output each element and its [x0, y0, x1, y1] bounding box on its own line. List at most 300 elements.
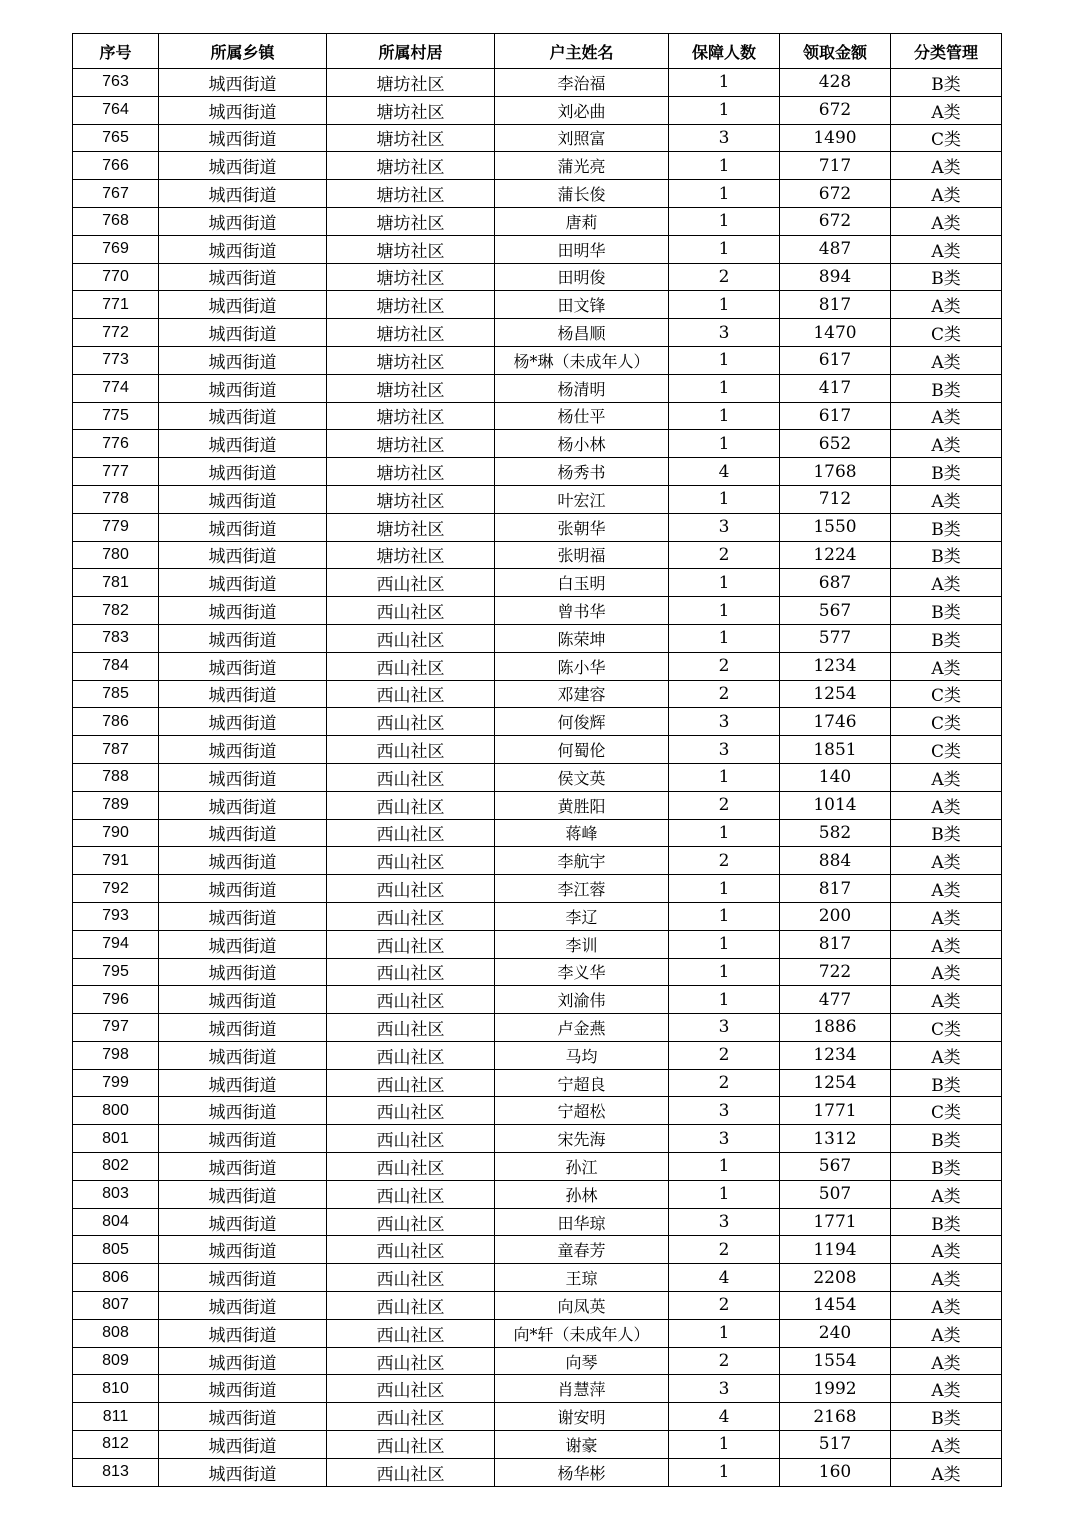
cell-people-count: 1: [669, 597, 780, 625]
cell-household-head: 杨小林: [495, 430, 669, 458]
cell-people-count: 3: [669, 736, 780, 764]
cell-amount: 2208: [780, 1264, 891, 1292]
cell-town: 城西街道: [159, 1236, 327, 1264]
cell-village: 西山社区: [327, 1014, 495, 1042]
cell-category: C类: [891, 708, 1002, 736]
cell-household-head: 谢豪: [495, 1431, 669, 1459]
cell-village: 西山社区: [327, 958, 495, 986]
table-row: [73, 1236, 1002, 1264]
cell-amount: 1194: [780, 1236, 891, 1264]
cell-household-head: 张朝华: [495, 513, 669, 541]
table-row: [73, 346, 1002, 374]
cell-amount: 1234: [780, 1041, 891, 1069]
cell-serial-number: 795: [73, 958, 159, 986]
cell-amount: 487: [780, 235, 891, 263]
cell-town: 城西街道: [159, 930, 327, 958]
cell-household-head: 黄胜阳: [495, 791, 669, 819]
cell-village: 西山社区: [327, 819, 495, 847]
cell-people-count: 1: [669, 986, 780, 1014]
cell-serial-number: 809: [73, 1347, 159, 1375]
cell-category: B类: [891, 1125, 1002, 1153]
cell-village: 西山社区: [327, 597, 495, 625]
cell-serial-number: 804: [73, 1208, 159, 1236]
cell-town: 城西街道: [159, 1264, 327, 1292]
cell-amount: 1550: [780, 513, 891, 541]
cell-serial-number: 798: [73, 1041, 159, 1069]
cell-town: 城西街道: [159, 346, 327, 374]
cell-household-head: 刘必曲: [495, 96, 669, 124]
cell-category: A类: [891, 291, 1002, 319]
cell-village: 西山社区: [327, 847, 495, 875]
cell-town: 城西街道: [159, 847, 327, 875]
cell-household-head: 向琴: [495, 1347, 669, 1375]
cell-category: B类: [891, 1153, 1002, 1181]
cell-serial-number: 811: [73, 1403, 159, 1431]
cell-village: 西山社区: [327, 902, 495, 930]
cell-household-head: 李治福: [495, 69, 669, 97]
cell-town: 城西街道: [159, 513, 327, 541]
cell-category: A类: [891, 791, 1002, 819]
cell-people-count: 1: [669, 402, 780, 430]
cell-category: A类: [891, 180, 1002, 208]
table-row: [73, 1041, 1002, 1069]
cell-household-head: 蒋峰: [495, 819, 669, 847]
cell-serial-number: 769: [73, 235, 159, 263]
header-serial-number: 序号: [73, 34, 159, 69]
cell-category: C类: [891, 1097, 1002, 1125]
cell-category: A类: [891, 1319, 1002, 1347]
cell-category: A类: [891, 96, 1002, 124]
cell-people-count: 1: [669, 207, 780, 235]
cell-serial-number: 766: [73, 152, 159, 180]
table-row: [73, 736, 1002, 764]
cell-people-count: 2: [669, 791, 780, 819]
cell-town: 城西街道: [159, 1041, 327, 1069]
table-row: [73, 1458, 1002, 1486]
cell-town: 城西街道: [159, 319, 327, 347]
cell-people-count: 4: [669, 458, 780, 486]
cell-people-count: 1: [669, 902, 780, 930]
cell-people-count: 1: [669, 152, 780, 180]
cell-category: A类: [891, 1264, 1002, 1292]
cell-category: A类: [891, 986, 1002, 1014]
cell-serial-number: 773: [73, 346, 159, 374]
cell-town: 城西街道: [159, 235, 327, 263]
cell-serial-number: 778: [73, 485, 159, 513]
cell-town: 城西街道: [159, 1375, 327, 1403]
cell-village: 西山社区: [327, 708, 495, 736]
cell-people-count: 1: [669, 1153, 780, 1181]
cell-amount: 1768: [780, 458, 891, 486]
table-row: [73, 485, 1002, 513]
cell-household-head: 肖慧萍: [495, 1375, 669, 1403]
table-row: [73, 680, 1002, 708]
cell-village: 塘坊社区: [327, 485, 495, 513]
cell-village: 西山社区: [327, 875, 495, 903]
cell-category: A类: [891, 1375, 1002, 1403]
cell-amount: 1886: [780, 1014, 891, 1042]
table-row: [73, 319, 1002, 347]
cell-category: B类: [891, 597, 1002, 625]
cell-amount: 417: [780, 374, 891, 402]
cell-town: 城西街道: [159, 1125, 327, 1153]
cell-amount: 428: [780, 69, 891, 97]
cell-people-count: 1: [669, 96, 780, 124]
cell-village: 西山社区: [327, 1125, 495, 1153]
table-row: [73, 1264, 1002, 1292]
cell-town: 城西街道: [159, 1319, 327, 1347]
cell-people-count: 2: [669, 652, 780, 680]
cell-village: 塘坊社区: [327, 263, 495, 291]
cell-village: 西山社区: [327, 1403, 495, 1431]
cell-serial-number: 782: [73, 597, 159, 625]
cell-village: 塘坊社区: [327, 69, 495, 97]
cell-household-head: 田文锋: [495, 291, 669, 319]
table-row: [73, 263, 1002, 291]
table-header: [73, 34, 1002, 69]
cell-people-count: 2: [669, 680, 780, 708]
cell-household-head: 卢金燕: [495, 1014, 669, 1042]
cell-category: A类: [891, 430, 1002, 458]
cell-household-head: 何蜀伦: [495, 736, 669, 764]
cell-people-count: 1: [669, 569, 780, 597]
cell-household-head: 陈小华: [495, 652, 669, 680]
table-row: [73, 291, 1002, 319]
table-row: [73, 1014, 1002, 1042]
cell-household-head: 田明华: [495, 235, 669, 263]
cell-people-count: 2: [669, 1041, 780, 1069]
cell-household-head: 侯文英: [495, 763, 669, 791]
cell-town: 城西街道: [159, 152, 327, 180]
cell-village: 塘坊社区: [327, 180, 495, 208]
cell-village: 西山社区: [327, 986, 495, 1014]
cell-category: A类: [891, 763, 1002, 791]
cell-village: 西山社区: [327, 763, 495, 791]
cell-people-count: 1: [669, 1319, 780, 1347]
cell-people-count: 4: [669, 1403, 780, 1431]
cell-category: A类: [891, 1236, 1002, 1264]
cell-serial-number: 768: [73, 207, 159, 235]
cell-category: B类: [891, 69, 1002, 97]
cell-category: A类: [891, 1292, 1002, 1320]
cell-serial-number: 788: [73, 763, 159, 791]
table-row: [73, 69, 1002, 97]
cell-people-count: 2: [669, 847, 780, 875]
cell-people-count: 2: [669, 1347, 780, 1375]
table-row: [73, 374, 1002, 402]
cell-people-count: 2: [669, 1236, 780, 1264]
table-row: [73, 402, 1002, 430]
cell-village: 西山社区: [327, 1458, 495, 1486]
table-row: [73, 180, 1002, 208]
cell-village: 塘坊社区: [327, 346, 495, 374]
cell-household-head: 宁超松: [495, 1097, 669, 1125]
cell-household-head: 陈荣坤: [495, 624, 669, 652]
table-row: [73, 1180, 1002, 1208]
cell-village: 塘坊社区: [327, 430, 495, 458]
cell-amount: 817: [780, 930, 891, 958]
welfare-roster-table: [72, 33, 1002, 1487]
cell-town: 城西街道: [159, 69, 327, 97]
cell-town: 城西街道: [159, 180, 327, 208]
cell-household-head: 王琼: [495, 1264, 669, 1292]
cell-household-head: 刘渝伟: [495, 986, 669, 1014]
cell-category: B类: [891, 1208, 1002, 1236]
cell-amount: 200: [780, 902, 891, 930]
cell-amount: 1254: [780, 1069, 891, 1097]
cell-town: 城西街道: [159, 458, 327, 486]
cell-serial-number: 802: [73, 1153, 159, 1181]
cell-serial-number: 770: [73, 263, 159, 291]
cell-amount: 582: [780, 819, 891, 847]
cell-town: 城西街道: [159, 291, 327, 319]
cell-amount: 817: [780, 291, 891, 319]
cell-category: A类: [891, 485, 1002, 513]
cell-people-count: 3: [669, 708, 780, 736]
cell-serial-number: 813: [73, 1458, 159, 1486]
cell-amount: 1234: [780, 652, 891, 680]
cell-category: A类: [891, 1347, 1002, 1375]
cell-household-head: 谢安明: [495, 1403, 669, 1431]
cell-serial-number: 779: [73, 513, 159, 541]
table-row: [73, 207, 1002, 235]
cell-serial-number: 767: [73, 180, 159, 208]
cell-amount: 617: [780, 402, 891, 430]
cell-amount: 1771: [780, 1097, 891, 1125]
cell-town: 城西街道: [159, 1069, 327, 1097]
cell-category: B类: [891, 263, 1002, 291]
cell-people-count: 1: [669, 958, 780, 986]
cell-people-count: 1: [669, 180, 780, 208]
cell-serial-number: 786: [73, 708, 159, 736]
cell-household-head: 蒲长俊: [495, 180, 669, 208]
table-body: [73, 69, 1002, 1487]
cell-serial-number: 812: [73, 1431, 159, 1459]
cell-town: 城西街道: [159, 1097, 327, 1125]
cell-serial-number: 790: [73, 819, 159, 847]
cell-village: 塘坊社区: [327, 374, 495, 402]
cell-town: 城西街道: [159, 652, 327, 680]
table-row: [73, 541, 1002, 569]
cell-town: 城西街道: [159, 708, 327, 736]
table-row: [73, 1097, 1002, 1125]
cell-amount: 1554: [780, 1347, 891, 1375]
cell-category: C类: [891, 680, 1002, 708]
cell-village: 西山社区: [327, 736, 495, 764]
cell-household-head: 张明福: [495, 541, 669, 569]
cell-town: 城西街道: [159, 485, 327, 513]
cell-village: 西山社区: [327, 1264, 495, 1292]
cell-town: 城西街道: [159, 1431, 327, 1459]
table-row: [73, 597, 1002, 625]
cell-household-head: 杨仕平: [495, 402, 669, 430]
cell-category: A类: [891, 847, 1002, 875]
cell-category: C类: [891, 319, 1002, 347]
cell-village: 西山社区: [327, 680, 495, 708]
cell-serial-number: 785: [73, 680, 159, 708]
cell-category: C类: [891, 124, 1002, 152]
cell-amount: 652: [780, 430, 891, 458]
cell-amount: 717: [780, 152, 891, 180]
table-row: [73, 652, 1002, 680]
cell-category: B类: [891, 624, 1002, 652]
cell-people-count: 3: [669, 1208, 780, 1236]
table-row: [73, 791, 1002, 819]
cell-serial-number: 765: [73, 124, 159, 152]
cell-serial-number: 807: [73, 1292, 159, 1320]
cell-household-head: 杨清明: [495, 374, 669, 402]
cell-people-count: 1: [669, 346, 780, 374]
cell-town: 城西街道: [159, 1208, 327, 1236]
cell-category: A类: [891, 875, 1002, 903]
table-row: [73, 458, 1002, 486]
cell-village: 西山社区: [327, 1347, 495, 1375]
cell-household-head: 白玉明: [495, 569, 669, 597]
table-row: [73, 1319, 1002, 1347]
cell-category: B类: [891, 541, 1002, 569]
cell-serial-number: 781: [73, 569, 159, 597]
cell-people-count: 1: [669, 875, 780, 903]
cell-people-count: 1: [669, 430, 780, 458]
table-row: [73, 902, 1002, 930]
table-row: [73, 1431, 1002, 1459]
cell-village: 西山社区: [327, 1292, 495, 1320]
cell-amount: 2168: [780, 1403, 891, 1431]
header-village: 所属村居: [327, 34, 495, 69]
cell-people-count: 1: [669, 930, 780, 958]
cell-people-count: 2: [669, 1069, 780, 1097]
cell-village: 西山社区: [327, 1069, 495, 1097]
cell-household-head: 向凤英: [495, 1292, 669, 1320]
cell-household-head: 李江蓉: [495, 875, 669, 903]
cell-village: 西山社区: [327, 652, 495, 680]
table-row: [73, 430, 1002, 458]
cell-village: 西山社区: [327, 624, 495, 652]
cell-town: 城西街道: [159, 986, 327, 1014]
cell-village: 西山社区: [327, 791, 495, 819]
cell-village: 塘坊社区: [327, 291, 495, 319]
cell-category: B类: [891, 374, 1002, 402]
cell-village: 西山社区: [327, 1180, 495, 1208]
cell-household-head: 蒲光亮: [495, 152, 669, 180]
cell-category: A类: [891, 346, 1002, 374]
table-row: [73, 1208, 1002, 1236]
cell-people-count: 1: [669, 374, 780, 402]
cell-category: A类: [891, 1180, 1002, 1208]
header-people-count: 保障人数: [669, 34, 780, 69]
table-row: [73, 152, 1002, 180]
cell-town: 城西街道: [159, 263, 327, 291]
cell-amount: 477: [780, 986, 891, 1014]
cell-town: 城西街道: [159, 1153, 327, 1181]
table-row: [73, 1403, 1002, 1431]
cell-people-count: 1: [669, 624, 780, 652]
cell-people-count: 1: [669, 485, 780, 513]
table-row: [73, 1153, 1002, 1181]
table-row: [73, 1125, 1002, 1153]
cell-amount: 567: [780, 597, 891, 625]
cell-household-head: 童春芳: [495, 1236, 669, 1264]
cell-village: 西山社区: [327, 1097, 495, 1125]
cell-village: 西山社区: [327, 1319, 495, 1347]
cell-people-count: 1: [669, 291, 780, 319]
cell-village: 西山社区: [327, 1236, 495, 1264]
cell-village: 塘坊社区: [327, 96, 495, 124]
cell-household-head: 田华琼: [495, 1208, 669, 1236]
cell-category: A类: [891, 652, 1002, 680]
cell-category: B类: [891, 1403, 1002, 1431]
cell-village: 塘坊社区: [327, 541, 495, 569]
cell-people-count: 1: [669, 1431, 780, 1459]
cell-household-head: 杨昌顺: [495, 319, 669, 347]
cell-category: B类: [891, 1069, 1002, 1097]
cell-household-head: 宋先海: [495, 1125, 669, 1153]
cell-people-count: 3: [669, 1125, 780, 1153]
cell-village: 西山社区: [327, 569, 495, 597]
cell-category: A类: [891, 235, 1002, 263]
table-row: [73, 1347, 1002, 1375]
cell-town: 城西街道: [159, 124, 327, 152]
cell-amount: 687: [780, 569, 891, 597]
table-row: [73, 875, 1002, 903]
cell-amount: 140: [780, 763, 891, 791]
cell-town: 城西街道: [159, 402, 327, 430]
cell-town: 城西街道: [159, 624, 327, 652]
table-row: [73, 1292, 1002, 1320]
cell-amount: 1254: [780, 680, 891, 708]
cell-town: 城西街道: [159, 1347, 327, 1375]
cell-serial-number: 803: [73, 1180, 159, 1208]
cell-household-head: 田明俊: [495, 263, 669, 291]
cell-category: A类: [891, 1458, 1002, 1486]
table-row: [73, 708, 1002, 736]
cell-town: 城西街道: [159, 791, 327, 819]
cell-household-head: 唐莉: [495, 207, 669, 235]
cell-household-head: 孙江: [495, 1153, 669, 1181]
cell-amount: 160: [780, 1458, 891, 1486]
cell-town: 城西街道: [159, 207, 327, 235]
cell-serial-number: 805: [73, 1236, 159, 1264]
cell-serial-number: 771: [73, 291, 159, 319]
cell-people-count: 4: [669, 1264, 780, 1292]
cell-serial-number: 775: [73, 402, 159, 430]
cell-household-head: 刘照富: [495, 124, 669, 152]
cell-amount: 1746: [780, 708, 891, 736]
cell-household-head: 李辽: [495, 902, 669, 930]
cell-serial-number: 791: [73, 847, 159, 875]
cell-people-count: 3: [669, 1097, 780, 1125]
cell-serial-number: 810: [73, 1375, 159, 1403]
cell-village: 塘坊社区: [327, 319, 495, 347]
cell-amount: 1224: [780, 541, 891, 569]
cell-village: 西山社区: [327, 930, 495, 958]
cell-people-count: 2: [669, 263, 780, 291]
cell-household-head: 杨*琳（未成年人）: [495, 346, 669, 374]
cell-amount: 567: [780, 1153, 891, 1181]
cell-town: 城西街道: [159, 569, 327, 597]
cell-category: C类: [891, 736, 1002, 764]
cell-amount: 1851: [780, 736, 891, 764]
cell-town: 城西街道: [159, 875, 327, 903]
table-row: [73, 958, 1002, 986]
cell-category: B类: [891, 819, 1002, 847]
cell-amount: 1014: [780, 791, 891, 819]
cell-category: A类: [891, 207, 1002, 235]
cell-town: 城西街道: [159, 1180, 327, 1208]
cell-people-count: 2: [669, 541, 780, 569]
header-amount: 领取金额: [780, 34, 891, 69]
table-row: [73, 569, 1002, 597]
